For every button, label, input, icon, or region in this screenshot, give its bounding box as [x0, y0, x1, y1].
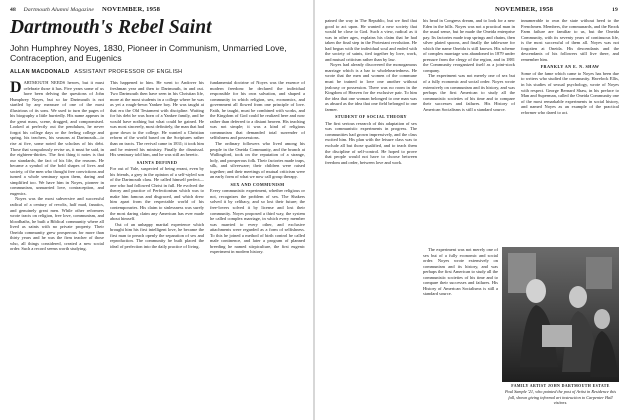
photo-caption	[502, 384, 619, 406]
paragraph	[10, 80, 104, 196]
text-column-2-lower	[423, 247, 498, 414]
paragraph: The first serious research of this adaptation of sex was communistic experiments in progress. The communities had grown impressively, and the class excited him. His plan with the leisure class was to exclude all but those qualified, and to teach them the discipline of self-control. He hoped to prove that people would not have to choose between freedom and order, between love and work.	[325, 120, 417, 165]
text-column-1	[10, 80, 104, 414]
author-name: ALLAN MACDONALD	[10, 69, 70, 75]
photo-image	[502, 247, 619, 382]
paragraph: Noyes was the most subversive and successful radical of a century of revolts, half mad, fanatics, and genuinely great men. While other reformers wrote tracts on religion, free love, communism, and bloodbaths, he built a Biblical community where all lived as saints with no private property. Their Oneida community grew prosperous for more than thirty years and he was the firm teacher of those who, all things considered, created a new social order. Such a record seems worth studying.	[10, 196, 104, 252]
paragraph: Out of an unhappy marital experience which brought him his first intelligent love, he became the first man to preach openly the separation of sex and reproduction. The community he built placed the ideal of perfection into the daily practice of living.	[110, 221, 204, 249]
artist-photo	[502, 247, 619, 382]
paragraph: For out of Yale, suspected of being errant, even by his friends, a grey in the opinion of a self-styled son of the Dartmouth class. He called himself perfect—one who had followed Christ in full. He evolved the theory and practice of Perfectionism which was to make him famous and disgraced, and which drew him apart from the respectable world of his contemporaries. His claim to sinlessness was surely the most daring claim any American has ever made about himself.	[110, 166, 204, 222]
page-number: 48	[10, 7, 16, 13]
text-column-2	[110, 80, 204, 414]
byline	[10, 69, 182, 75]
caption-text: Paul Sample '21, who painted the post of Artist in Residence this fall, shown giving informal art instruction to Carpenter Hall visitors.	[504, 389, 617, 406]
text-column-2	[423, 18, 515, 243]
section-heading: SAINTS DEFINED	[136, 159, 178, 165]
author-role: ASSISTANT PROFESSOR OF ENGLISH	[74, 69, 183, 75]
running-header	[325, 7, 618, 13]
paragraph: Every communistic experiment, whether religious or not, recognizes the problem of sex. The Shakers solved it by celibacy, and so lost their future; the free-lovers solved it by license and lost their community. Noyes proposed a third way, the system he called complex marriage, in which every member was married to every other, and exclusive attachments were regarded as a form of selfishness. To this he joined a method of birth control he called male continence, and later a program of planned breeding he named stirpiculture, the first eugenic experiment in modern history.	[210, 188, 305, 255]
right-page	[315, 0, 628, 420]
section-heading: FRANKLY AN E. N. SHAW	[540, 64, 600, 70]
text-column-3	[210, 80, 305, 414]
left-page	[0, 0, 313, 420]
paragraph: This happened to him. He went to Andover his freshman year and then to Dartmouth, in and out. Two Dartmouth then have seen in his Christian life, more at the most students in a college where he was as yet a rough-hewn Yankee boy. He was taught at that era the Old Testament with discipline. Waiting for his debt he was born of a Yankee family, and he would have nothing but what could be gained. He was most sincerely, most definitely, the man that had gone down to the college. He wanted a Christian reform of the world based on the Scriptures rather than on tracts. The revival came in 1831; it took him and he entered his ministry. Finally the dismissal. His seminary told him, and he was still an heretic.	[110, 80, 204, 158]
paragraph: pained the way in The Republic, but we find that good to act upon. He wanted a new society that would be close to God. Such a view, radical as it was in other ages, explains his claim that he had taken the final step in the Protestant revolution. He had begun with the individual soul and ended with the society of saints, tied together by love, work, and mutual criticism rather than by law.	[325, 18, 417, 62]
text-column-1	[325, 18, 417, 414]
issue-date: NOVEMBER, 1958	[102, 6, 161, 13]
paragraph: The experiment was not merely one of sex but of a fully economic and social order. Noyes wrote extensively on communism and its history, and was perhaps the first American to study all the communistic societies of his time and to compare their successes and failures. His History of American Socialisms is still a standard source.	[423, 73, 515, 112]
drop-cap: D	[10, 80, 22, 96]
article-title: Dartmouth's Rebel Saint	[10, 17, 212, 38]
paragraph: innumerable to own the state without heed to the Frenchmen. Members, the communards, and the Brook Farm failure are familiar to us, but the Oneida Community, with its seventy years of continuous life, is the most successful of them all. Noyes was not forgotten at Oneida. His descendants and the descendants of his followers still live there, and remember him.	[521, 18, 619, 62]
paragraph: fundamental doctrine of Noyes was the essence of modern freedom: he declared the individual responsible for his own salvation, and shaped a community in which religion, sex, economics, and government all flowed from one principle of love. Faith, he taught, must be combined with works, and the Kingdom of God could be realized here and now rather than deferred to a distant heaven. His teaching was not simple; it was a kind of religious communism that demanded total surrender of selfishness and possessions.	[210, 80, 305, 141]
section-heading: STUDENT OF SOCIAL THEORY	[335, 114, 407, 120]
paragraph: The ordinary followers who lived among his people in the Oneida Community, and the branch at Wallingford, took on the reputation of a strange, holy, and prosperous folk. Their factories made traps, silk, and silverware; their children were raised together; and their meetings of mutual criticism were an early form of what we now call group therapy.	[210, 141, 305, 180]
paragraph: Noyes had already discovered the monogamous marriage which is a bar to wholeheartedness. He wrote that the men and women of the commune must be trained to love one another without jealousy or possession. There was no room in the Kingdom of Heaven for the exclusive pair. To him the idea that one woman belonged to one man was as absurd as the idea that one field belonged to one farmer.	[325, 62, 417, 112]
page-number: 19	[612, 7, 618, 13]
section-heading: SEX AND COMMUNISM	[230, 181, 285, 187]
paragraph-text: ARTMOUTH NEEDS heroes, but it must celebrate those it has. Five years some of us have been delving the questions of John Humphrey Noyes, but so far Dartmouth is not startled by any measure of one of the most illustrious of its sons. We used to turn the pages of his biography a little hurriedly. His name appears in the great mass, scene, dragged, and compromised. Looked at perfectly out the pendulum, he never forgot his college days or the feeling college and spring, his teachers, his seasons at Dartmouth—to rise at five, some noted the scholars of his debt. Those that scrupulously revise us, it must be said, in the eighteen-thirties. The first thing it notes is that our standards, the fact of his life, the reasons. He became a symbol of the bold shapes of lives and society, of the men who thought free convictions and turned a whole seminary upon them, daring and simplified too. We have him in Noyes, pioneer in communism, unmarried love, contraception, and eugenics.	[10, 80, 104, 196]
running-header	[10, 7, 303, 13]
paragraph: Some of the fame which came to Noyes has been due to writers who studied the community. Havelock Ellis, in his studies of sexual psychology, wrote of Noyes with respect. George Bernard Shaw, in his preface to Man and Superman, called the Oneida Community one of the most remarkable experiments in social history, and named Noyes as an example of the practical reformer who dared to act.	[521, 70, 619, 115]
paragraph: The experiment was not merely one of sex but of a fully economic and social order. Noyes wrote extensively on communism and its history, and was perhaps the first American to study all the communistic societies of his time and to compare their successes and failures. His History of American Socialisms is still a standard source.	[423, 247, 498, 297]
article-subtitle: John Humphrey Noyes, 1830, Pioneer in Communism, Unmarried Love, Contraception, and Eugenics	[10, 43, 287, 64]
paragraph: his head in Congress dream, and to look for a new Eden in the hills. Noyes was not a practical man in the usual sense, but he made the Oneida enterprise pay. Its factories made trap springs and chains, then silver plated spoons, and finally the tableware for which the name Oneida is still known. His scheme of complex marriage was abandoned in 1879 under pressure from the clergy of the region, and in 1881 the Community reorganized itself as a joint-stock company.	[423, 18, 515, 73]
issue-date: NOVEMBER, 1958	[495, 6, 554, 13]
text-column-3	[521, 18, 619, 243]
caption-title: FAMILY ARTIST JOHN DARTMOUTH ESTATE	[511, 384, 610, 388]
magazine-name: Dartmouth Alumni Magazine	[23, 7, 95, 13]
